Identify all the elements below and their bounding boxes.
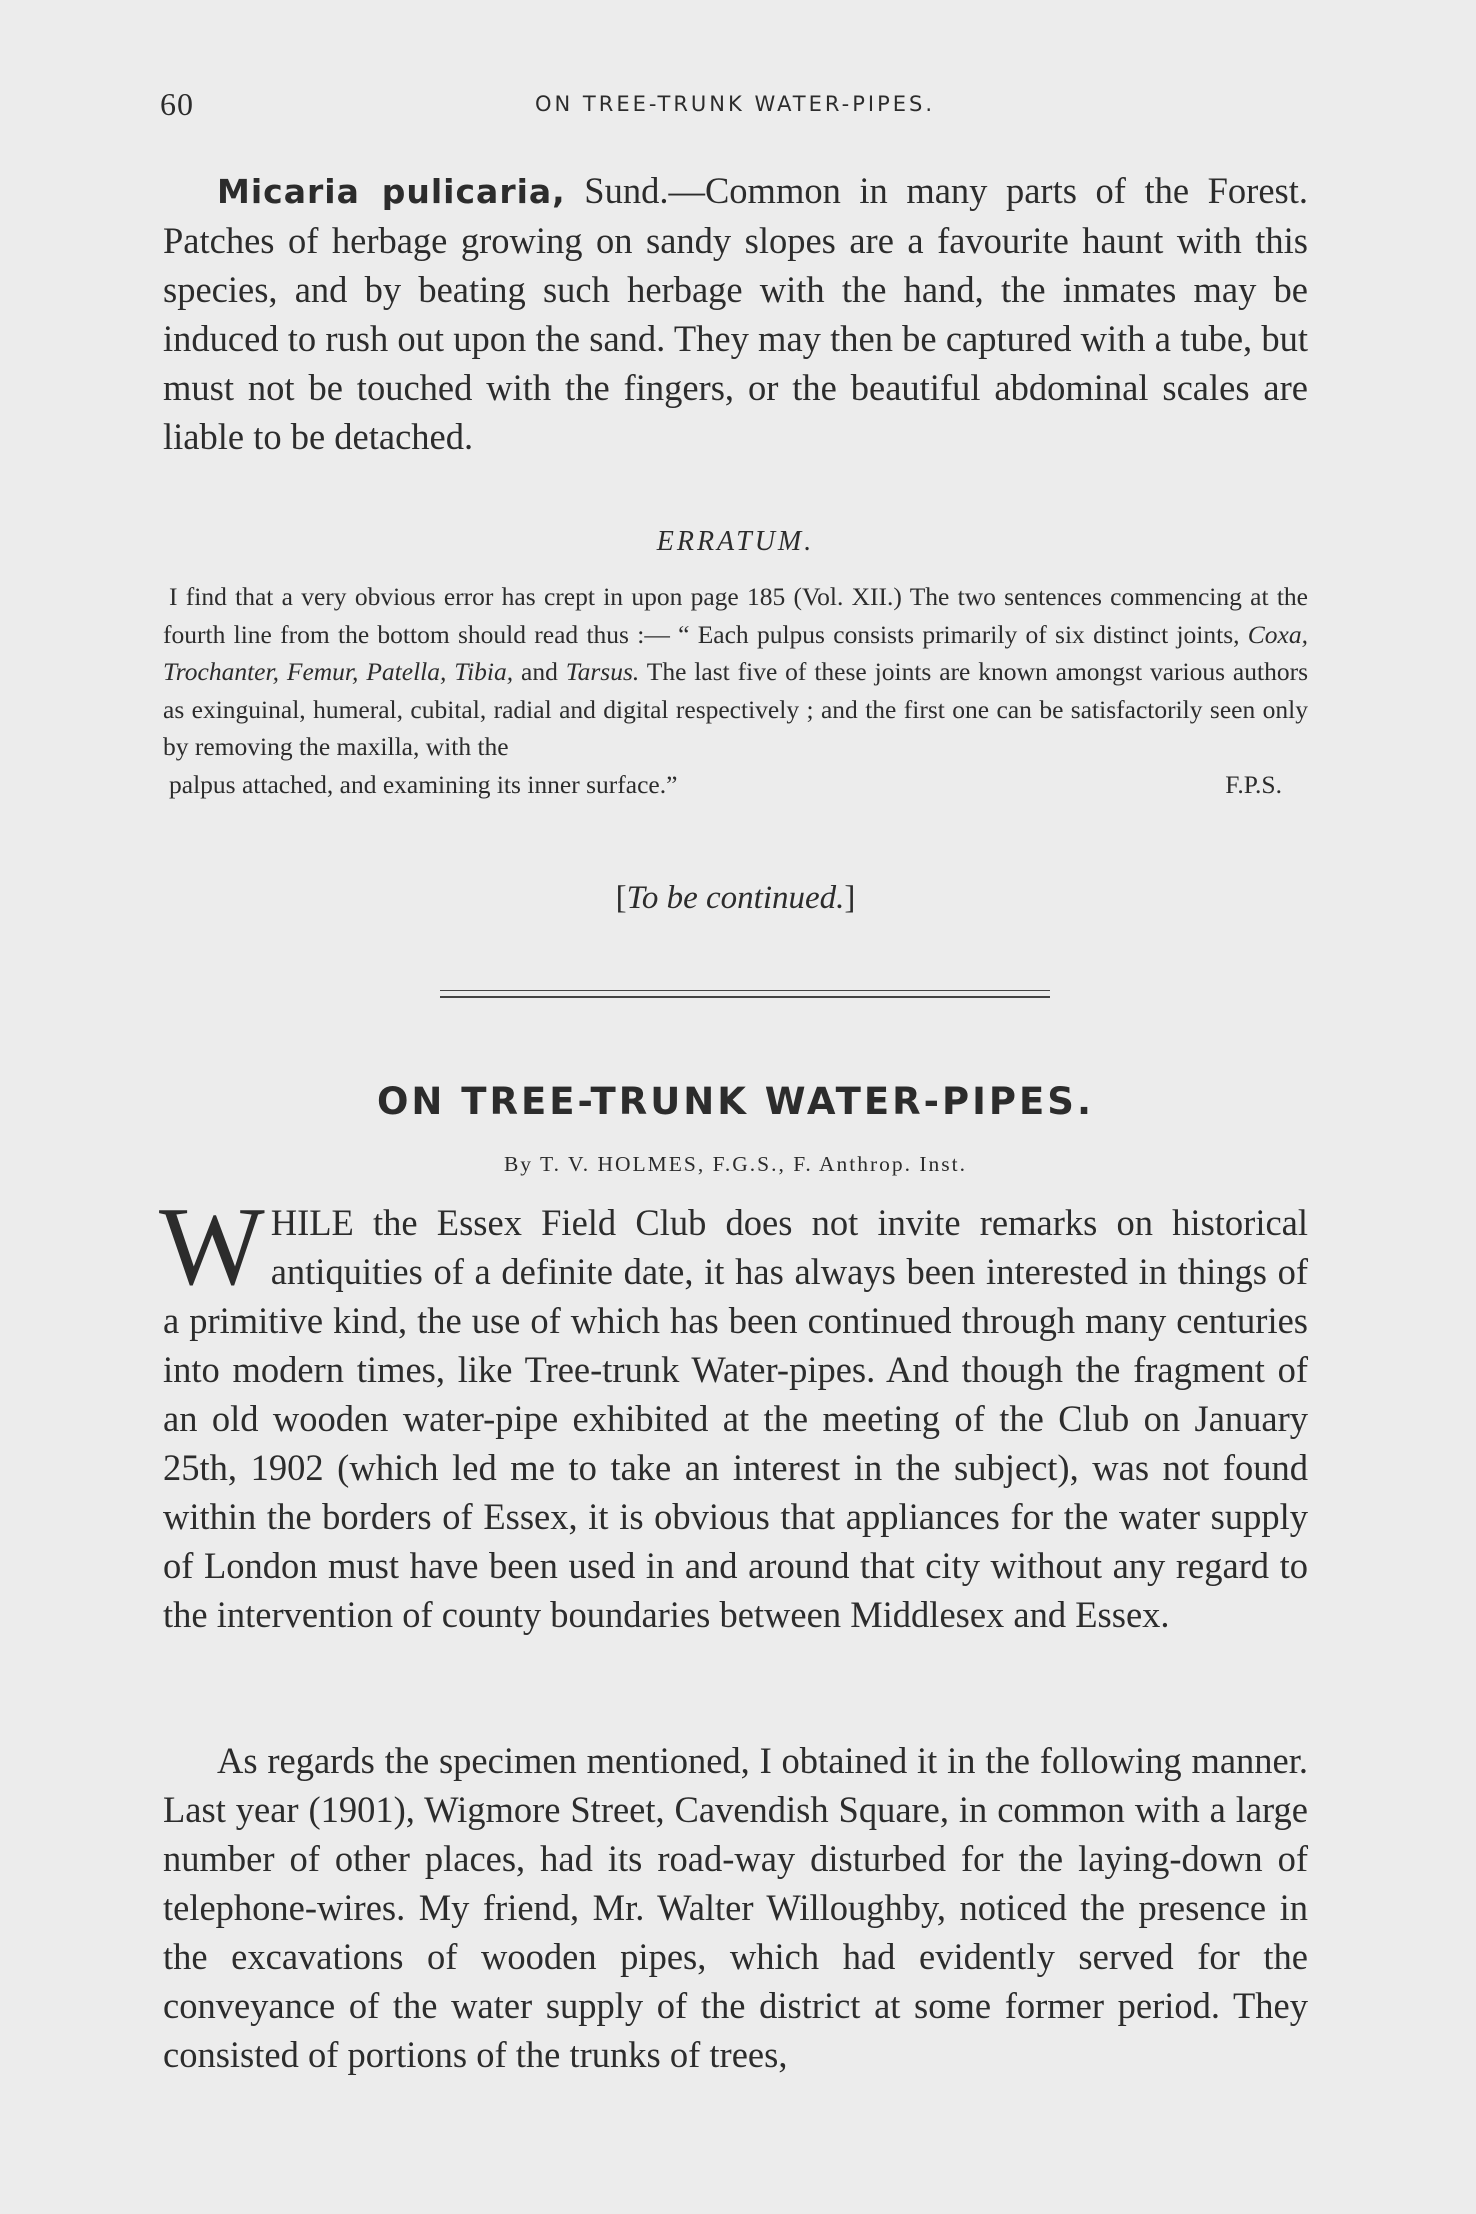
term-femur: Femur, (286, 657, 359, 686)
term-patella: Patella, (366, 657, 447, 686)
term-tibia: Tibia, (454, 657, 514, 686)
to-be-continued (163, 880, 1308, 917)
micaria-paragraph (163, 166, 1308, 461)
article-byline: By T. V. HOLMES, F.G.S., F. Anthrop. Inst. (503, 1152, 968, 1176)
erratum-last-line-text: palpus attached, and examining its inner surface.” (169, 769, 678, 799)
erratum-main (163, 578, 1308, 766)
running-header (160, 86, 1310, 126)
close-bracket: ] (844, 880, 856, 916)
drop-cap: W (159, 1185, 265, 1309)
micaria-text: Sund.—Common in many parts of the Forest. Patches of herbage growing on sandy slopes are a favourite haunt with this species, and by beating such herbage with the hand, the inmates may be induced to rush out upon the sand. They may then be captured with a tube, but must not be touched with the fingers, or the beautiful abdominal scales are liable to be detached. (163, 170, 1308, 457)
term-tarsus: Tarsus. (565, 657, 640, 686)
term-trochanter: Trochanter, (163, 657, 279, 686)
open-bracket: [ (615, 880, 627, 916)
running-title: ON TREE-TRUNK WATER-PIPES. (534, 92, 936, 116)
erratum-last-line (163, 766, 1308, 804)
erratum-text-2: The last five of these joints are known amongst various authors as exinguinal, humeral, cubital, radial and digital respectively ; and the first one can be satisfactorily seen only by removing the maxilla, with the (163, 657, 1309, 761)
erratum-text-1: I find that a very obvious error has crept in upon page 185 (Vol. XII.) The two sentences commencing at the fourth line from the bottom should read thus :— “ Each pulpus consists primarily of six distinct joints, (163, 582, 1308, 649)
divider-thick-rule (440, 996, 1050, 998)
article-paragraph-1 (159, 1185, 1308, 1639)
erratum-paragraph (163, 578, 1308, 803)
erratum-signature: F.P.S. (1225, 769, 1282, 799)
term-coxa: Coxa, (1247, 619, 1308, 649)
to-be-continued-text: To be continued. (626, 880, 845, 916)
paragraph-1-text: the Essex Field Club does not invite remarks on historical antiquities of a definite date, it has always been interested in things of a primitive kind, the use of which has been continued through many centuries into modern times, like Tree-trunk Water-pipes. And though the fragment of an old wooden water-pipe exhibited at the meeting of the Club on January 25th, 1902 (which led me to take an interest in the subject), was not found within the borders of Essex, it is obvious that appliances for the water supply of London must have been used in and around that city without any regard to the intervention of county boundaries between Middlesex and Essex. (163, 1202, 1308, 1635)
page-number: 60 (160, 86, 194, 122)
article-paragraph-2: As regards the specimen mentioned, I obtained it in the following manner. Last year (1901), Wigmore Street, Cavendish Square, in common with a large number of other places, had its road-way disturbed for the laying-down of telephone-wires. My friend, Mr. Walter Willoughby, noticed the presence in the excavations of wooden pipes, which had evidently served for the conveyance of the water supply of the district at some former period. They consisted of portions of the trunks of trees, (163, 1740, 1308, 2075)
erratum-heading: ERRATUM. (656, 526, 815, 557)
species-name: Micaria pulicaria, (217, 172, 566, 211)
article-title: ON TREE-TRUNK WATER-PIPES. (376, 1080, 1095, 1123)
joiner-and: and (513, 657, 566, 686)
section-divider (440, 990, 1050, 1000)
first-word-rest: HILE (270, 1202, 354, 1243)
divider-thin-rule (440, 990, 1050, 991)
